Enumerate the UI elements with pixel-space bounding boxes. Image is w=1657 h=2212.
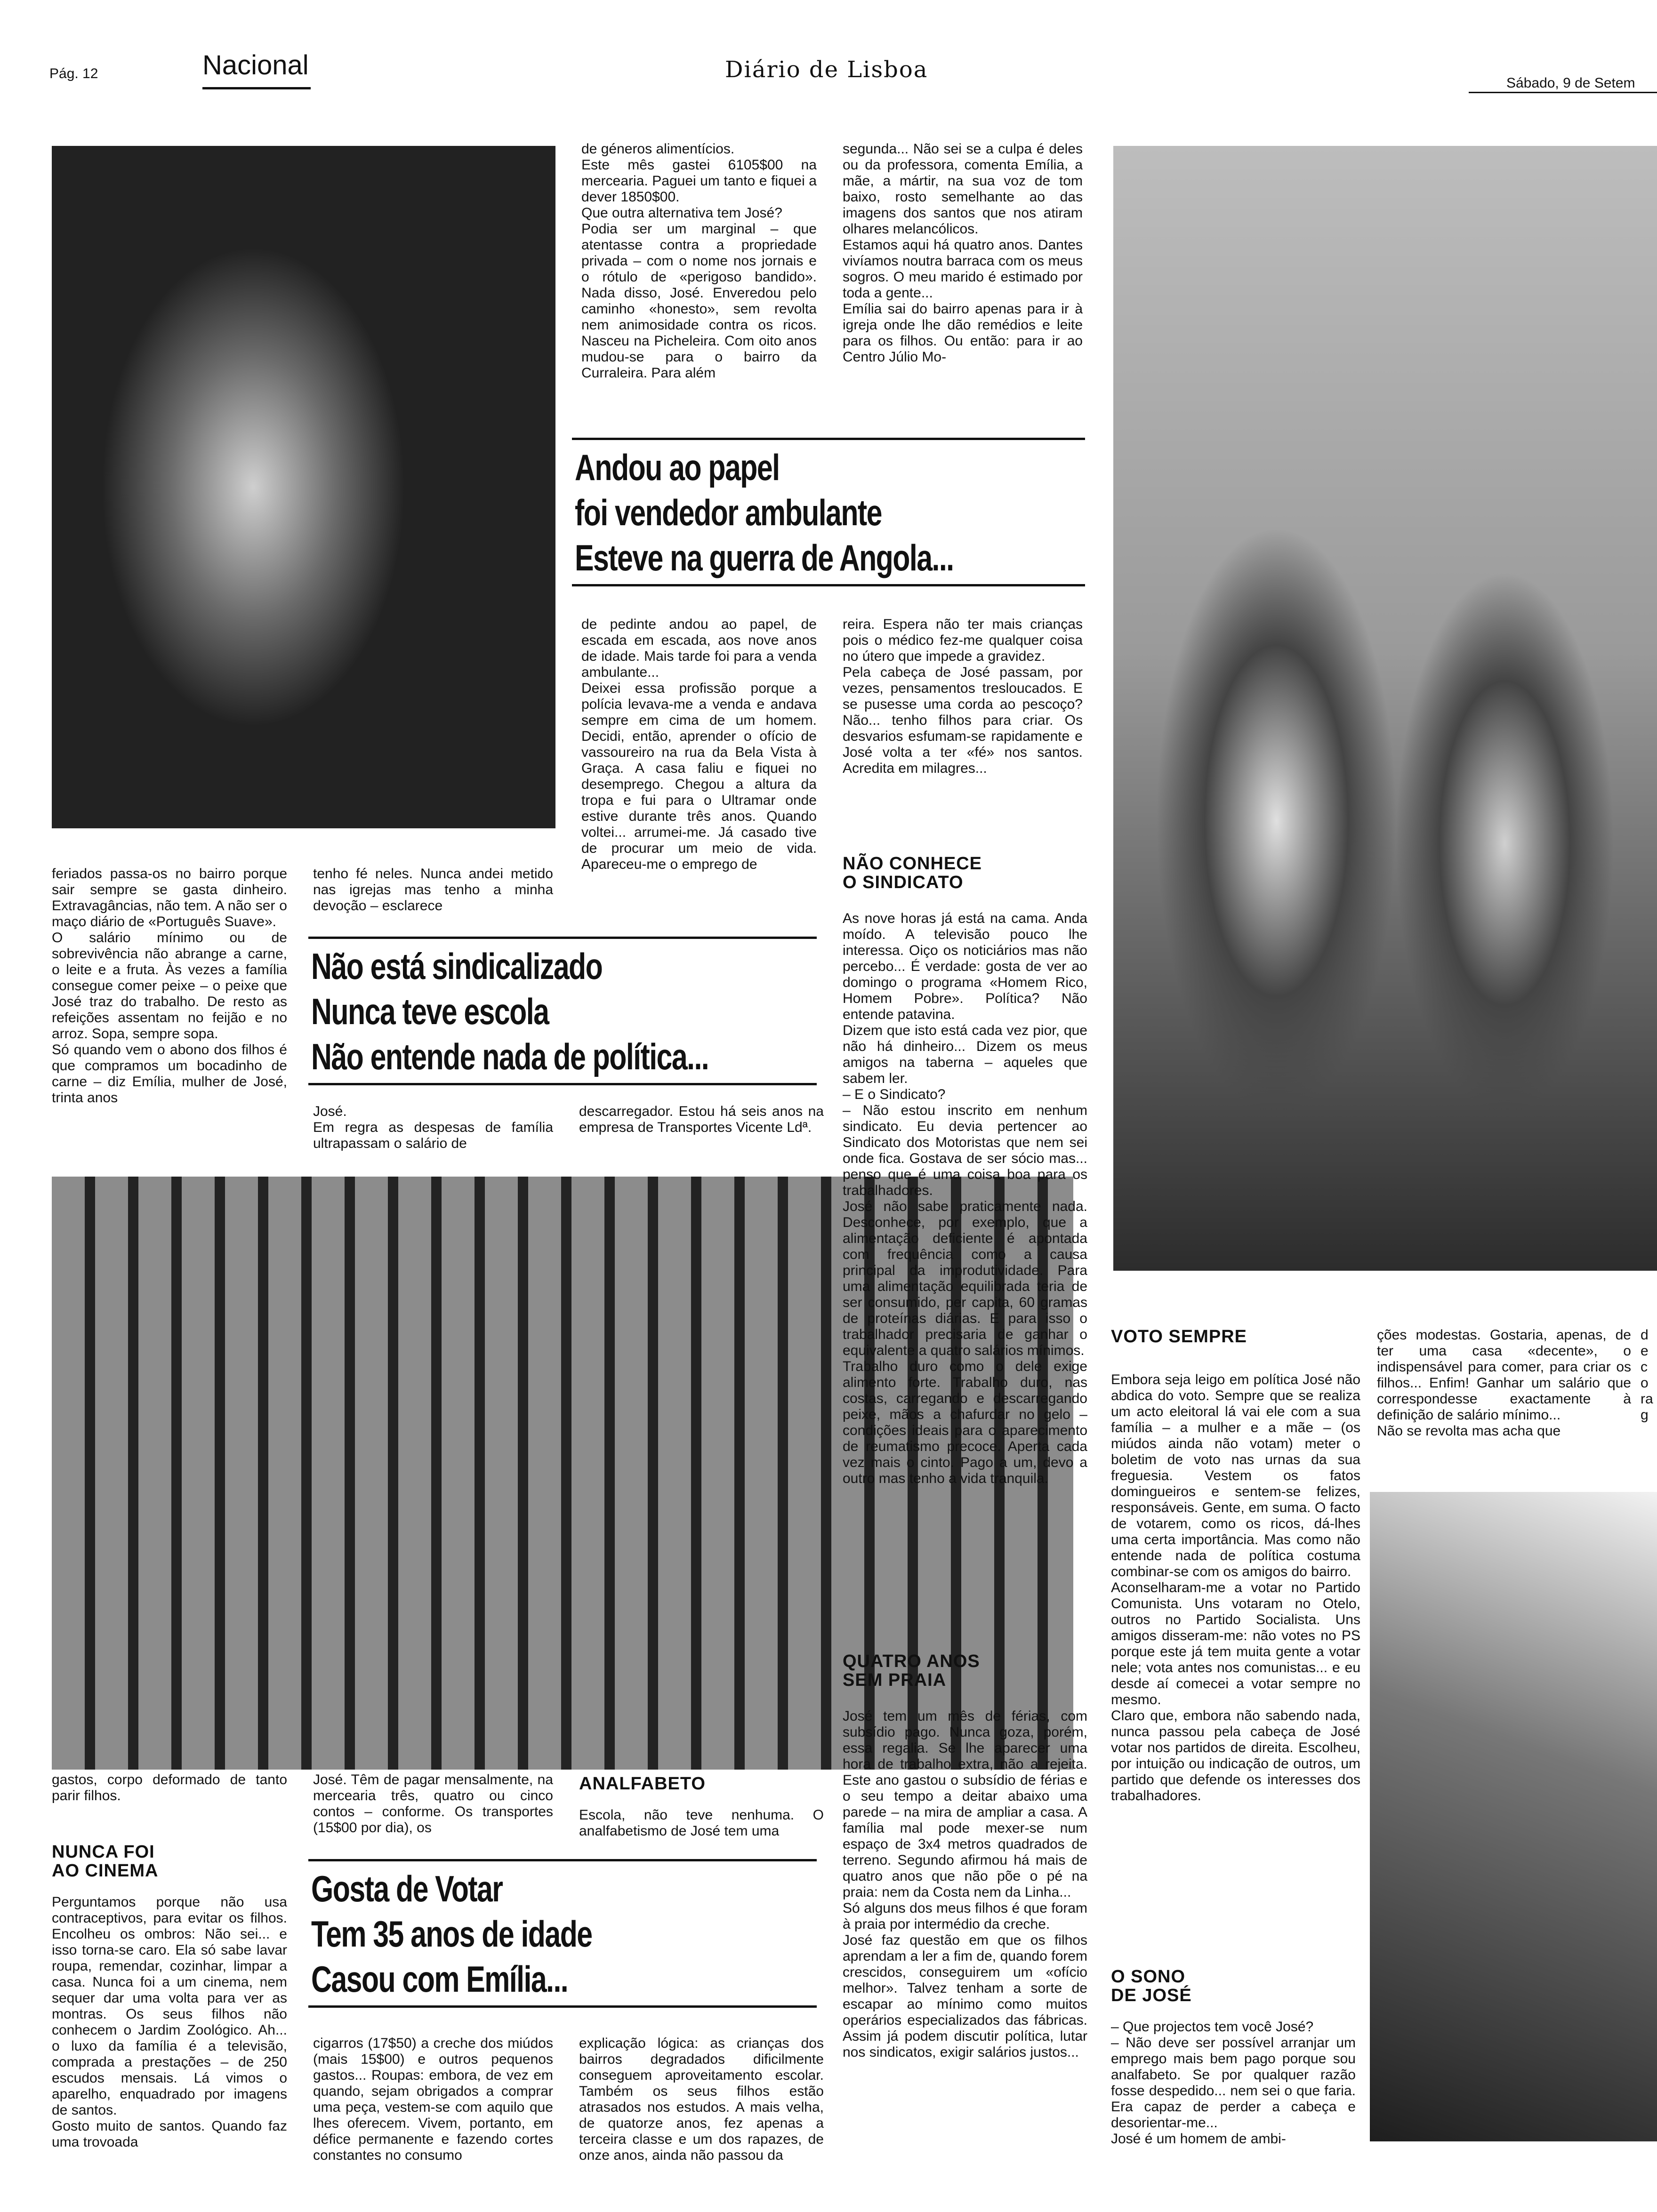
column-c3-praia: José tem um mês de férias, com subsídio pago. Nunca goza, porém, essa regalia. Se lhe aparecer uma hora de trabalho extra, não a rejeita. Este ano gastou o subsídio de férias e o seu tempo a deitar abaixo uma parede – na mira de ampliar a casa. A família mal pode mexer-se num espaço de 3x4 metros quadrados de terreno. Segundo afirmou há mais de quatro anos que não põe o pé na praia: nem da Costa nem da Linha... Só alguns dos meus filhos é que foram à praia por intermédio da creche. José faz questão em que os filhos aprendam a ler a fim de, quando forem crescidos, conseguirem um «ofício melhor». Talvez tenham a sorte de escapar ao mínimo como muitos operários especializados das fábricas. Assim já podem discutir política, lutar nos sindicatos, exigir salários justos... <box>843 1708 1087 2060</box>
column-c1-low: José. Em regra as despesas de família ultrapassam o salário de <box>313 1104 553 1151</box>
headline-2-line-3: Não entende nada de política... <box>311 1036 709 1077</box>
subhead-analfabeto: ANALFABETO <box>579 1774 706 1794</box>
issue-date: Sábado, 9 de Setem <box>1506 75 1635 91</box>
headline-3-line-3: Casou com Emília... <box>311 1958 568 2000</box>
page-number: Pág. 12 <box>49 66 98 81</box>
headline-1-line-1: Andou ao papel <box>575 447 780 488</box>
headline-1-line-3: Esteve na guerra de Angola... <box>575 537 954 578</box>
headline-3-line-1: Gosta de Votar <box>311 1868 503 1909</box>
column-c1-mid: tenho fé neles. Nunca andei metido nas igrejas mas tenho a minha devoção – esclarece <box>313 866 553 914</box>
column-c0-cinema: Perguntamos porque não usa contraceptivos, para evitar os filhos. Encolheu os ombros: Não sei... e isso torna-se caro. Ela só sabe lavar roupa, remendar, cozinhar, limpar a casa. Nunca foi a um cinema, nem sequer dar uma volta para ver as montras. Os seus filhos não conhecem o Jardim Zoológico. Ah... o luxo da família é a televisão, comprada a prestações – de 250 escudos mensais. Lá vimos o aparelho, enquadrado por imagens de santos. Gosto muito de santos. Quando faz uma trovoada <box>52 1894 287 2150</box>
column-c2-anal: Escola, não teve nenhuma. O analfabetismo de José tem uma <box>579 1807 824 1839</box>
column-c6-edge: d e c o ra g <box>1641 1327 1653 1423</box>
headline-3 <box>308 1859 817 2008</box>
column-c0-mid: feriados passa-os no bairro porque sair sempre se gasta dinheiro. Extravagâncias, não tem. A não ser o maço diário de «Português Suave». O salário mínimo ou de sobrevivência não abrange a carne, o leite e a fruta. Às vezes a família consegue comer peixe – o peixe que José traz do trabalho. De resto as refeições assentam no feijão e no arroz. Sopa, sempre sopa. Só quando vem o abono dos filhos é que compramos um bocadinho de carne – diz Emília, mulher de José, trinta anos <box>52 866 287 1106</box>
subhead-nao-conhece: NÃO CONHECE O SINDICATO <box>843 854 982 892</box>
column-c1-bottom: cigarros (17$50) a creche dos miúdos (mais 15$00) e outros pequenos gastos... Roupas: embora, de vez em quando, sejam obrigados a comprar uma peça, vestem-se com aquilo que lhes oferecem. Vivem, portanto, em défice permanente e fazendo cortes constantes no consumo <box>313 2036 553 2163</box>
column-c2-low: descarregador. Estou há seis anos na empresa de Transportes Vicente Ldª. <box>579 1104 824 1135</box>
subhead-o-sono: O SONO DE JOSÉ <box>1111 1967 1192 2005</box>
headline-1-line-2: foi vendedor ambulante <box>575 492 882 533</box>
photo-shanty-alley <box>1370 1492 1657 2141</box>
section-title: Nacional <box>202 50 309 80</box>
column-c2-bottom: explicação lógica: as crianças dos bairros degradados dificilmente conseguem aproveitamento escolar. Também os seus filhos estão atrasados nos estudos. A mais velha, de quatorze anos, fez apenas a terceira classe e um dos rapazes, de onze anos, ainda não passou da <box>579 2036 824 2163</box>
headline-2-line-2: Nunca teve escola <box>311 991 549 1032</box>
column-c5-voto: ções modestas. Gostaria, apenas, de ter uma casa «decente», o indispensável para comer, para criar os filhos... Enfim! Ganhar um salário que correspondesse exactamente à definição de salário mínimo... Não se revolta mas acha que <box>1377 1327 1631 1439</box>
column-c4-sono: – Que projectos tem você José? – Não deve ser possível arranjar um emprego mais bem pago porque sou analfabeto. Se por qualquer razão fosse despedido... nem sei o que faria. Era capaz de perder a cabeça e desorientar-me... José é um homem de ambi- <box>1111 2019 1356 2147</box>
column-c2-top: de géneros alimentícios. Este mês gastei 6105$00 na mercearia. Paguei um tanto e fiquei a dever 1850$00. Que outra alternativa tem José? Podia ser um marginal – que atentasse contra a propriedade privada – com o nome nos jornais e o rótulo de «perigoso bandido». Nada disso, José. Enveredou pelo caminho «honesto», sem revolta nem animosidade contra os ricos. Nasceu na Picheleira. Com oito anos mudou-se para o bairro da Curraleira. Para além <box>581 141 817 381</box>
column-c3-mid: reira. Espera não ter mais crianças pois o médico fez-me qualquer coisa no útero que impede a gravidez. Pela cabeça de José passam, por vezes, pensamentos tresloucados. E se pusesse uma corda ao pescoço? Não... tenho filhos para criar. Os desvarios esfumam-se rapidamente e José volta a ter «fé» nos santos. Acredita em milagres... <box>843 617 1083 776</box>
masthead: Diário de Lisboa <box>725 56 928 83</box>
column-c3-long: As nove horas já está na cama. Anda moído. A televisão pouco lhe interessa. Oiço os noticiários mas não percebo... É verdade: gosta de ver ao domingo o programa «Homem Rico, Homem Pobre». Política? Não entende patavina. Dizem que isto está cada vez pior, que não há dinheiro... Dizem os meus amigos na taberna – aqueles que sabem ler. – E o Sindicato? – Não estou inscrito em nenhum sindicato. Eu devia pertencer ao Sindicato dos Motoristas que nem sei onde fica. Gostava de ser sócio mas... penso que é uma coisa boa para os trabalhadores. José não sabe praticamente nada. Desconhece, por exemplo, que a alimentação deficiente é apontada com frequência como a causa principal da improdutividade. Para uma alimentação equilibrada teria de ser consumido, per capita, 60 gramas de proteínas diárias. E para isso o trabalhador precisaria de ganhar o equivalente a quatro salários mínimos. Trabalho duro como o dele exige alimento forte. Trabalho duro, nas costas, carregando e descarregando peixe, mãos a chafurdar no gelo – condições ideais para o aparecimento de reumatismo precoce. Aperta cada vez mais o cinto. Pago a um, devo a outro mas tenho a vida tranquila. <box>843 911 1087 1486</box>
column-c0-low: gastos, corpo deformado de tanto parir filhos. <box>52 1772 287 1803</box>
headline-2-line-1: Não está sindicalizado <box>311 946 603 987</box>
column-c1-low-a: José. Têm de pagar mensalmente, na mercearia três, quatro ou cinco contos – conforme. Os transportes (15$00 por dia), os <box>313 1772 553 1835</box>
subhead-voto-sempre: VOTO SEMPRE <box>1111 1327 1247 1346</box>
column-c4-voto: Embora seja leigo em política José não abdica do voto. Sempre que se realiza um acto eleitoral lá vai ele com a sua família – a mulher e a mãe – (os miúdos ainda não votam) meter o boletim de voto nas urnas da sua freguesia. Vestem os fatos domingueiros e sentem-se felizes, responsáveis. Gente, em suma. O facto de votarem, como os ricos, dá-lhes uma certa importância. Mas como não entende nada de política costuma combinar-se com os amigos do bairro. Aconselharam-me a votar no Partido Comunista. Uns votaram no Otelo, outros no Partido Socialista. Uns amigos disseram-me: não votes no PS porque este já tem muita gente a votar nele; vota antes nos comunistas... e eu desde aí comecei a votar sempre no mesmo. Claro que, embora não sabendo nada, nunca passou pela cabeça de José votar nos partidos de direita. Escolheu, por intuição ou indicação de outros, um partido que defende os interesses dos trabalhadores. <box>1111 1372 1360 1803</box>
column-c3-top: segunda... Não sei se a culpa é deles ou da professora, comenta Emília, a mãe, a mártir, na sua voz de tom baixo, rosto semelhante ao das imagens dos santos que nos atiram olhares melancólicos. Estamos aqui há quatro anos. Dantes vivíamos noutra barraca com os meus sogros. O meu marido é estimado por toda a gente... Emília sai do bairro apenas para ir à igreja onde lhe dão remédios e leite para os filhos. Ou então: para ir ao Centro Júlio Mo- <box>843 141 1083 365</box>
headline-1 <box>572 438 1085 586</box>
headline-2 <box>308 937 817 1085</box>
photo-mother-and-baby <box>52 146 555 828</box>
subhead-nunca-foi: NUNCA FOI AO CINEMA <box>52 1842 159 1881</box>
column-c2-mid: de pedinte andou ao papel, de escada em escada, aos nove anos de idade. Mais tarde foi para a venda ambulante... Deixei essa profissão porque a polícia levava-me a venda e andava sempre em cima de um homem. Decidi, então, aprender o ofício de vassoureiro na rua da Bela Vista à Graça. A casa faliu e fiquei no desemprego. Chegou a altura da tropa e fui para o Ultramar onde estive durante três anos. Quando voltei... arrumei-me. Já casado tive de procurar um meio de vida. Apareceu-me o emprego de <box>581 617 817 872</box>
section-rule <box>202 87 311 89</box>
subhead-quatro-anos: QUATRO ANOS SEM PRAIA <box>843 1651 980 1690</box>
header-rule <box>1469 92 1657 93</box>
headline-3-line-2: Tem 35 anos de idade <box>311 1913 592 1955</box>
photo-interior-children <box>1113 146 1657 1271</box>
